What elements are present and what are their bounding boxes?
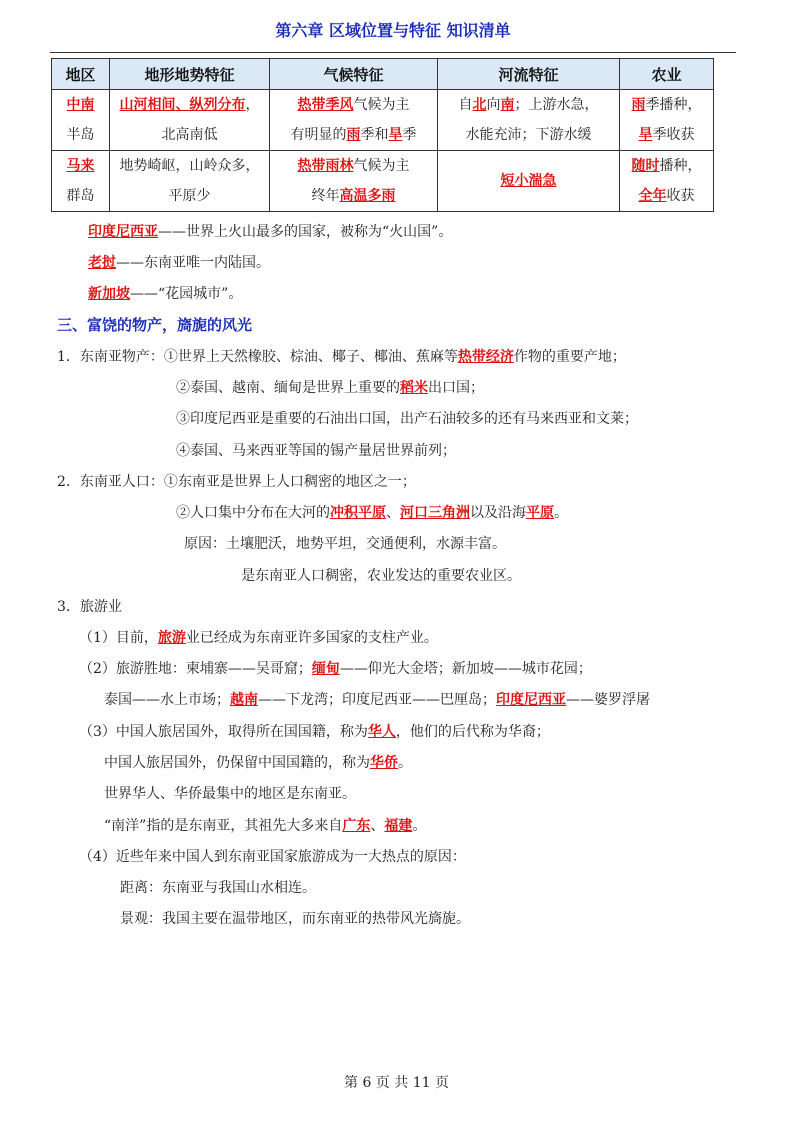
page-number: 第 6 页 共 11 页: [344, 1075, 449, 1091]
climate-highlight: 热带季风: [297, 97, 354, 113]
agri-text: 收获: [666, 188, 695, 204]
terrain-cell: [110, 90, 270, 151]
climate-text: 终年: [311, 188, 340, 204]
tourism-highlight: 缅甸: [311, 661, 340, 677]
tourism-text: 。: [398, 755, 412, 771]
tourism-highlight: 华侨: [370, 755, 398, 771]
tourism-text: 中国人旅居国外，仍保留中国国籍的，称为: [104, 755, 370, 771]
tourism-text: 泰国——水上市场；: [104, 692, 230, 708]
agri-highlight: 随时: [631, 158, 660, 174]
tourism-text: （1）目前，: [79, 630, 158, 646]
agri-text: 季收获: [652, 127, 695, 143]
tourism-line: [104, 816, 426, 836]
agri-text: 播种，: [659, 158, 702, 174]
tourism-line: [79, 659, 592, 679]
tourism-highlight: 广东: [342, 818, 371, 834]
terrain-text: 地势崎岖，山岭众多，: [119, 158, 260, 174]
table-header: 农业: [620, 59, 714, 90]
region-name: 马来: [66, 158, 95, 174]
products-line: ③印度尼西亚是重要的石油出口国，出产石油较多的还有马来西亚和文莱；: [176, 411, 638, 427]
population-line: 2．东南亚人口：①东南亚是世界上人口稠密的地区之一；: [57, 474, 416, 490]
table-header: 地区: [52, 59, 110, 90]
climate-highlight: 高温多雨: [339, 188, 396, 204]
products-line: [176, 378, 484, 398]
agri-highlight: 旱: [638, 127, 653, 143]
population-highlight: 冲积平原: [330, 505, 386, 521]
note-text: ——“花园城市”。: [130, 286, 243, 302]
climate-highlight: 旱: [388, 127, 403, 143]
terrain-highlight: 山河相间、纵列分布: [119, 97, 246, 113]
region-name-suffix: 半岛: [66, 127, 95, 143]
population-line: 是东南亚人口稠密，农业发达的重要农业区。: [241, 568, 521, 584]
population-text: ②人口集中分布在大河的: [176, 505, 330, 521]
tourism-highlight: 印度尼西亚: [496, 692, 566, 708]
river-text: 水能充沛；下游水缓: [465, 127, 592, 143]
climate-text: 季和: [360, 127, 389, 143]
tourism-line: （4）近些年来中国人到东南亚国家旅游成为一大热点的原因：: [79, 849, 466, 865]
climate-cell: [270, 151, 438, 212]
region-name-suffix: 群岛: [66, 188, 95, 204]
river-highlight: 北: [472, 97, 487, 113]
section-heading: 三、富饶的物产，旖旎的风光: [57, 316, 253, 334]
products-highlight: 稻米: [400, 380, 428, 396]
note-highlight: 新加坡: [88, 286, 130, 302]
climate-text: 季: [402, 127, 417, 143]
tourism-heading: 3．旅游业: [57, 599, 122, 615]
population-line: 原因：土壤肥沃，地势平坦，交通便利，水源丰富。: [184, 536, 506, 552]
tourism-text: （2）旅游胜地：柬埔寨——吴哥窟；: [79, 661, 312, 677]
climate-text: 有明显的: [290, 127, 347, 143]
note-text: ——世界上火山最多的国家，被称为“火山国”。: [158, 224, 453, 240]
river-text: ；上游水急，: [514, 97, 599, 113]
knowledge-table: [51, 58, 714, 212]
products-text: 出口国；: [428, 380, 484, 396]
note-highlight: 印度尼西亚: [88, 224, 158, 240]
tourism-text: ——婆罗浮屠: [566, 692, 650, 708]
tourism-highlight: 旅游: [157, 630, 186, 646]
note-text: ——东南亚唯一内陆国。: [116, 255, 270, 271]
note-line: [88, 222, 452, 242]
river-text: 自: [458, 97, 473, 113]
region-name: 中南: [66, 97, 95, 113]
table-header: 河流特征: [438, 59, 620, 90]
page-title: 第六章 区域位置与特征 知识清单: [275, 21, 511, 40]
agri-text: 季播种，: [645, 97, 702, 113]
climate-text: 气候为主: [353, 97, 410, 113]
table-row: [52, 90, 714, 151]
table-header-row: [52, 59, 714, 90]
tourism-highlight: 越南: [230, 692, 258, 708]
agriculture-cell: [620, 90, 714, 151]
tourism-highlight: 福建: [384, 818, 413, 834]
tourism-highlight: 华人: [367, 724, 396, 740]
tourism-text: ——下龙湾；印度尼西亚——巴厘岛；: [258, 692, 496, 708]
table-row: [52, 151, 714, 212]
climate-cell: [270, 90, 438, 151]
river-cell: [438, 90, 620, 151]
table-header: 地形地势特征: [110, 59, 270, 90]
river-highlight: 南: [500, 97, 515, 113]
agri-highlight: 全年: [638, 188, 667, 204]
population-text: 。: [554, 505, 568, 521]
population-text: 以及沿海: [470, 505, 526, 521]
tourism-line: [104, 753, 412, 773]
products-text: 作物的重要产地；: [513, 349, 626, 365]
tourism-text: 业已经成为东南亚许多国家的支柱产业。: [185, 630, 438, 646]
population-highlight: 平原: [526, 505, 554, 521]
tourism-text: 、: [370, 818, 385, 834]
climate-highlight: 雨: [346, 127, 361, 143]
tourism-text: ——仰光大金塔；新加坡——城市花园；: [339, 661, 592, 677]
tourism-text: 。: [412, 818, 427, 834]
products-text: 1．东南亚物产：①世界上天然橡胶、棕油、椰子、椰油、蕉麻等: [57, 349, 458, 365]
terrain-cell: [110, 151, 270, 212]
region-cell: [52, 151, 110, 212]
river-cell: [438, 151, 620, 212]
tourism-text: “南洋”指的是东南亚，其祖先大多来自: [104, 818, 343, 834]
tourism-text: （3）中国人旅居国外，取得所在国国籍，称为: [79, 724, 368, 740]
river-highlight: 短小湍急: [500, 173, 557, 189]
products-highlight: 热带经济: [457, 349, 514, 365]
climate-text: 气候为主: [353, 158, 410, 174]
population-highlight: 河口三角洲: [400, 505, 470, 521]
tourism-line: 世界华人、华侨最集中的地区是东南亚。: [104, 786, 356, 802]
tourism-line: [79, 722, 550, 742]
tourism-line: [104, 690, 650, 710]
tourism-line: 距离：东南亚与我国山水相连。: [120, 880, 316, 896]
terrain-text: ，: [245, 97, 260, 113]
products-line: ④泰国、马来西亚等国的锡产量居世界前列；: [176, 443, 456, 459]
region-cell: [52, 90, 110, 151]
tourism-line: 景观：我国主要在温带地区，而东南亚的热带风光旖旎。: [120, 911, 470, 927]
products-line: [57, 347, 626, 367]
agriculture-cell: [620, 151, 714, 212]
note-line: [88, 284, 242, 304]
tourism-text: ，他们的后代称为华裔；: [395, 724, 550, 740]
products-text: ②泰国、越南、缅甸是世界上重要的: [176, 380, 400, 396]
population-text: 、: [386, 505, 400, 521]
note-line: [88, 253, 270, 273]
table-header: 气候特征: [270, 59, 438, 90]
agri-highlight: 雨: [631, 97, 646, 113]
note-highlight: 老挝: [88, 255, 116, 271]
terrain-text: 平原少: [168, 188, 211, 204]
header-divider: [50, 52, 736, 53]
river-text: 向: [486, 97, 501, 113]
climate-highlight: 热带雨林: [297, 158, 354, 174]
terrain-text: 北高南低: [161, 127, 218, 143]
tourism-line: [79, 628, 438, 648]
population-line: [176, 503, 568, 523]
